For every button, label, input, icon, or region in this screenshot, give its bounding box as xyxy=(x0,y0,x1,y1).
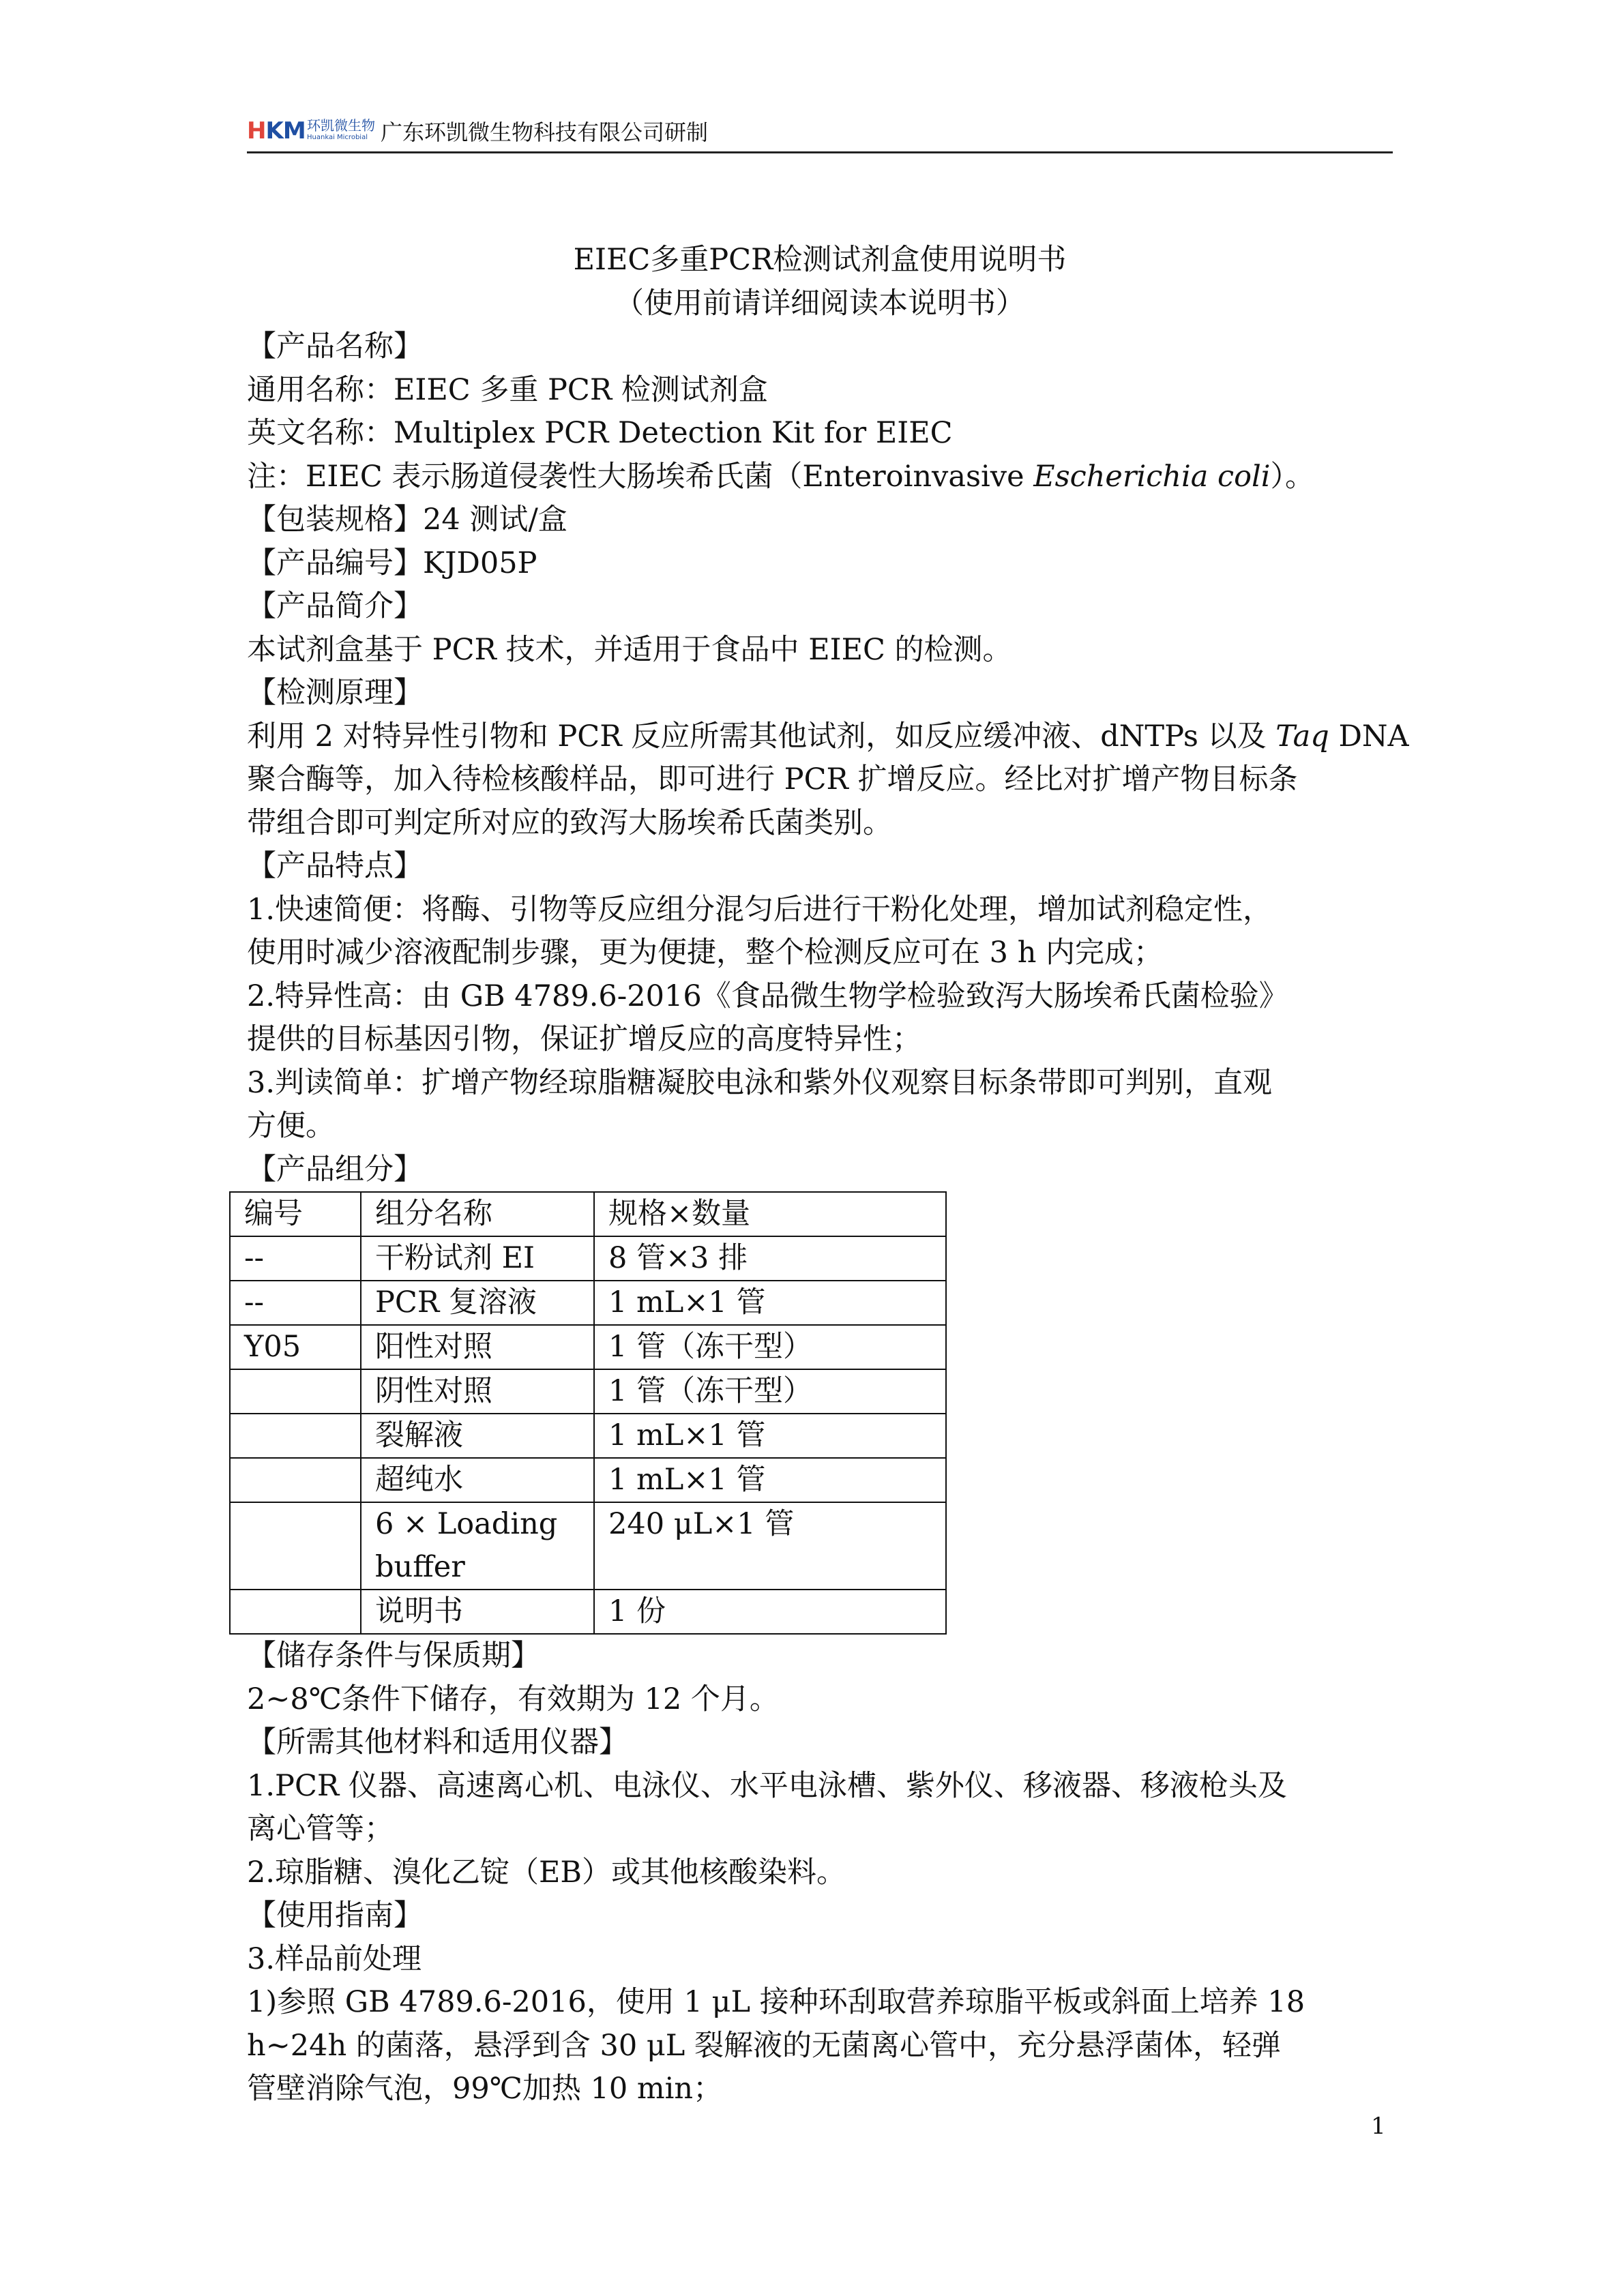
table-cell: 超纯水 xyxy=(361,1458,594,1502)
table-cell: 240 μL×1 管 xyxy=(594,1502,946,1590)
table-header-cell: 规格×数量 xyxy=(594,1192,946,1236)
table-cell xyxy=(230,1369,361,1414)
table-cell xyxy=(230,1458,361,1502)
document-subtitle: （使用前请详细阅读本说明书） xyxy=(615,286,1025,320)
table-cell: -- xyxy=(230,1281,361,1325)
principle-line-2: 聚合酶等，加入待检核酸样品，即可进行 PCR 扩增反应。经比对扩增产物目标条 xyxy=(247,762,1298,796)
materials-2: 2.琼脂糖、溴化乙锭（EB）或其他核酸染料。 xyxy=(247,1855,846,1890)
abbreviation-note xyxy=(247,456,1393,499)
principle-italic: Taq xyxy=(1275,719,1329,754)
feature-3-line-1: 3.判读简单：扩增产物经琼脂糖凝胶电泳和紫外仪观察目标条带即可判别，直观 xyxy=(247,1065,1273,1100)
logo-mark: HKM xyxy=(247,117,306,145)
section-heading-guide: 【使用指南】 xyxy=(247,1898,423,1933)
feature-1-line-1: 1.快速简便：将酶、引物等反应组分混匀后进行干粉化处理，增加试剂稳定性， xyxy=(247,892,1273,927)
table-cell: 1 mL×1 管 xyxy=(594,1458,946,1502)
table-row xyxy=(230,1414,946,1458)
principle-line-3: 带组合即可判定所对应的致泻大肠埃希氏菌类别。 xyxy=(247,805,892,840)
table-cell: 干粉试剂 EI xyxy=(361,1236,594,1281)
table-header-cell: 组分名称 xyxy=(361,1192,594,1236)
table-cell: 说明书 xyxy=(361,1590,594,1634)
section-heading-materials: 【所需其他材料和适用仪器】 xyxy=(247,1725,628,1759)
feature-2-line-1: 2.特异性高：由 GB 4789.6-2016《食品微生物学检验致泻大肠埃希氏菌检验》 xyxy=(247,979,1288,1013)
table-row xyxy=(230,1590,946,1634)
table-cell: 1 管（冻干型） xyxy=(594,1325,946,1369)
table-header-cell: 编号 xyxy=(230,1192,361,1236)
table-row xyxy=(230,1325,946,1369)
table-cell: -- xyxy=(230,1236,361,1281)
document-body xyxy=(244,239,1409,2111)
table-cell: 阴性对照 xyxy=(361,1369,594,1414)
package-spec: 【包装规格】24 测试/盒 xyxy=(247,503,567,537)
table-row xyxy=(230,1281,946,1325)
section-heading-storage: 【储存条件与保质期】 xyxy=(247,1639,540,1673)
table-row xyxy=(230,1458,946,1502)
english-name: 英文名称：Multiplex PCR Detection Kit for EIEC xyxy=(247,416,953,450)
generic-name: 通用名称：EIEC 多重 PCR 检测试剂盒 xyxy=(247,372,768,407)
table-header-row xyxy=(230,1192,946,1236)
guide-1-line-1: 1)参照 GB 4789.6-2016，使用 1 μL 接种环刮取营养琼脂平板或斜面上培养 18 xyxy=(247,1985,1305,2019)
section-heading-intro: 【产品简介】 xyxy=(247,589,423,623)
table-row xyxy=(230,1236,946,1281)
storage-text: 2~8℃条件下储存，有效期为 12 个月。 xyxy=(247,1682,779,1716)
page-header xyxy=(247,109,1393,153)
principle-text-a: 利用 2 对特异性引物和 PCR 反应所需其他试剂，如反应缓冲液、dNTPs 以及 xyxy=(247,719,1276,754)
note-prefix: 注：EIEC 表示肠道侵袭性大肠埃希氏菌（Enteroinvasive xyxy=(247,459,1034,494)
note-suffix: ）。 xyxy=(1270,459,1314,494)
section-heading-features: 【产品特点】 xyxy=(247,849,423,883)
feature-1-line-2: 使用时减少溶液配制步骤，更为便捷，整个检测反应可在 3 h 内完成； xyxy=(247,936,1164,970)
section-heading-principle: 【检测原理】 xyxy=(247,676,423,710)
table-cell: 裂解液 xyxy=(361,1414,594,1458)
table-cell: 1 管（冻干型） xyxy=(594,1369,946,1414)
logo-cn-text: 环凯微生物 xyxy=(307,117,375,134)
logo-en-text: Huankai Microbial xyxy=(307,134,368,141)
table-row xyxy=(230,1502,946,1590)
section-heading-components: 【产品组分】 xyxy=(247,1152,423,1187)
product-code: 【产品编号】KJD05P xyxy=(247,546,537,580)
page-number: 1 xyxy=(1371,2113,1386,2140)
section-heading-name: 【产品名称】 xyxy=(247,329,423,363)
table-cell: 8 管×3 排 xyxy=(594,1236,946,1281)
guide-step-title: 3.样品前处理 xyxy=(247,1941,422,1976)
principle-line-1 xyxy=(247,715,1409,759)
table-cell xyxy=(230,1590,361,1634)
intro-text: 本试剂盒基于 PCR 技术，并适用于食品中 EIEC 的检测。 xyxy=(247,632,1012,667)
note-italic: Escherichia coli xyxy=(1033,459,1271,494)
components-table xyxy=(229,1191,947,1635)
principle-text-b: DNA xyxy=(1329,719,1409,754)
table-cell: 1 份 xyxy=(594,1590,946,1634)
company-logo xyxy=(247,117,377,145)
guide-1-line-2: h~24h 的菌落，悬浮到含 30 μL 裂解液的无菌离心管中，充分悬浮菌体，轻弹 xyxy=(247,2028,1282,2063)
table-cell: Y05 xyxy=(230,1325,361,1369)
feature-2-line-2: 提供的目标基因引物，保证扩增反应的高度特异性； xyxy=(247,1022,921,1056)
materials-1-line-2: 离心管等； xyxy=(247,1812,394,1846)
feature-3-line-2: 方便。 xyxy=(247,1109,335,1143)
table-cell: 1 mL×1 管 xyxy=(594,1414,946,1458)
guide-1-line-3: 管壁消除气泡，99℃加热 10 min； xyxy=(247,2072,723,2106)
document-title: EIEC多重PCR检测试剂盒使用说明书 xyxy=(573,243,1067,277)
table-cell xyxy=(230,1502,361,1590)
materials-1-line-1: 1.PCR 仪器、高速离心机、电泳仪、水平电泳槽、紫外仪、移液器、移液枪头及 xyxy=(247,1768,1287,1803)
table-row xyxy=(230,1369,946,1414)
table-cell xyxy=(230,1414,361,1458)
table-cell: 1 mL×1 管 xyxy=(594,1281,946,1325)
company-name: 广东环凯微生物科技有限公司研制 xyxy=(381,119,709,145)
table-cell: 6 × Loading buffer xyxy=(361,1502,594,1590)
table-cell: 阳性对照 xyxy=(361,1325,594,1369)
table-cell: PCR 复溶液 xyxy=(361,1281,594,1325)
